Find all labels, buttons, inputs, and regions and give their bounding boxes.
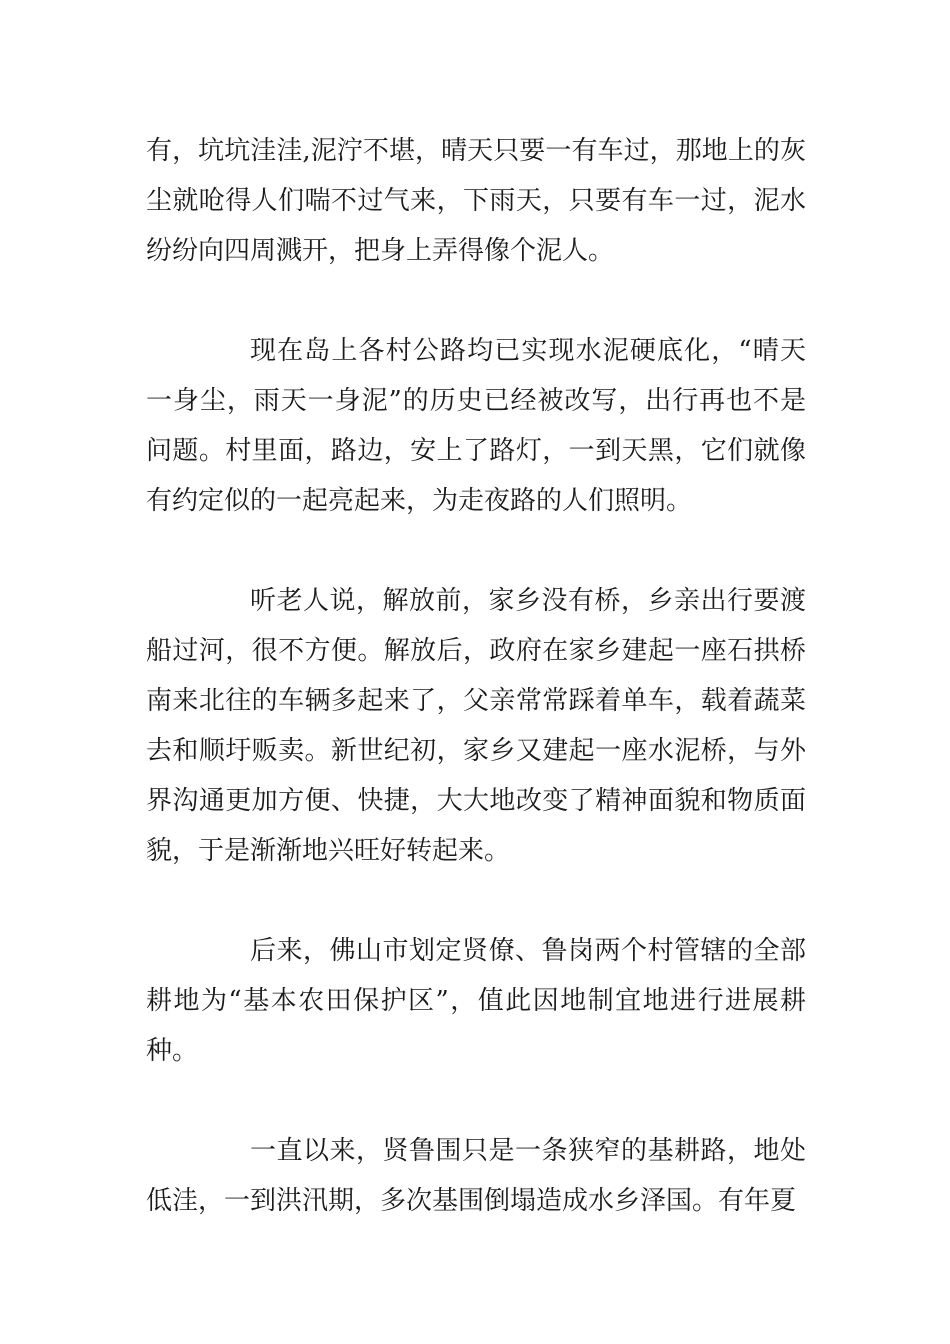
paragraph-4: 后来，佛山市划定贤僚、鲁岗两个村管辖的全部耕地为“基本农田保护区”，值此因地制宜地进行进展耕种。 xyxy=(146,936,806,1066)
paragraph-5: 一直以来，贤鲁围只是一条狭窄的基耕路，地处低洼，一到洪汛期，多次基围倒塌造成水乡泽国。有年夏 xyxy=(146,1136,806,1216)
paragraph-1: 有，坑坑洼洼,泥泞不堪，晴天只要一有车过，那地上的灰尘就呛得人们喘不过气来，下雨天，只要有车一过，泥水纷纷向四周溅开，把身上弄得像个泥人。 xyxy=(146,136,806,266)
paragraph-2: 现在岛上各村公路均已实现水泥硬底化，“晴天一身尘，雨天一身泥”的历史已经被改写，出行再也不是问题。村里面，路边，安上了路灯，一到天黑，它们就像有约定似的一起亮起来，为走夜路的人们照明。 xyxy=(146,336,806,516)
paragraph-3: 听老人说，解放前，家乡没有桥，乡亲出行要渡船过河，很不方便。解放后，政府在家乡建起一座石拱桥南来北往的车辆多起来了，父亲常常踩着单车，载着蔬菜去和顺圩贩卖。新世纪初，家乡又建起一座水泥桥，与外界沟通更加方便、快捷，大大地改变了精神面貌和物质面貌，于是渐渐地兴旺好转起来。 xyxy=(146,586,806,866)
document-body xyxy=(146,126,806,1226)
